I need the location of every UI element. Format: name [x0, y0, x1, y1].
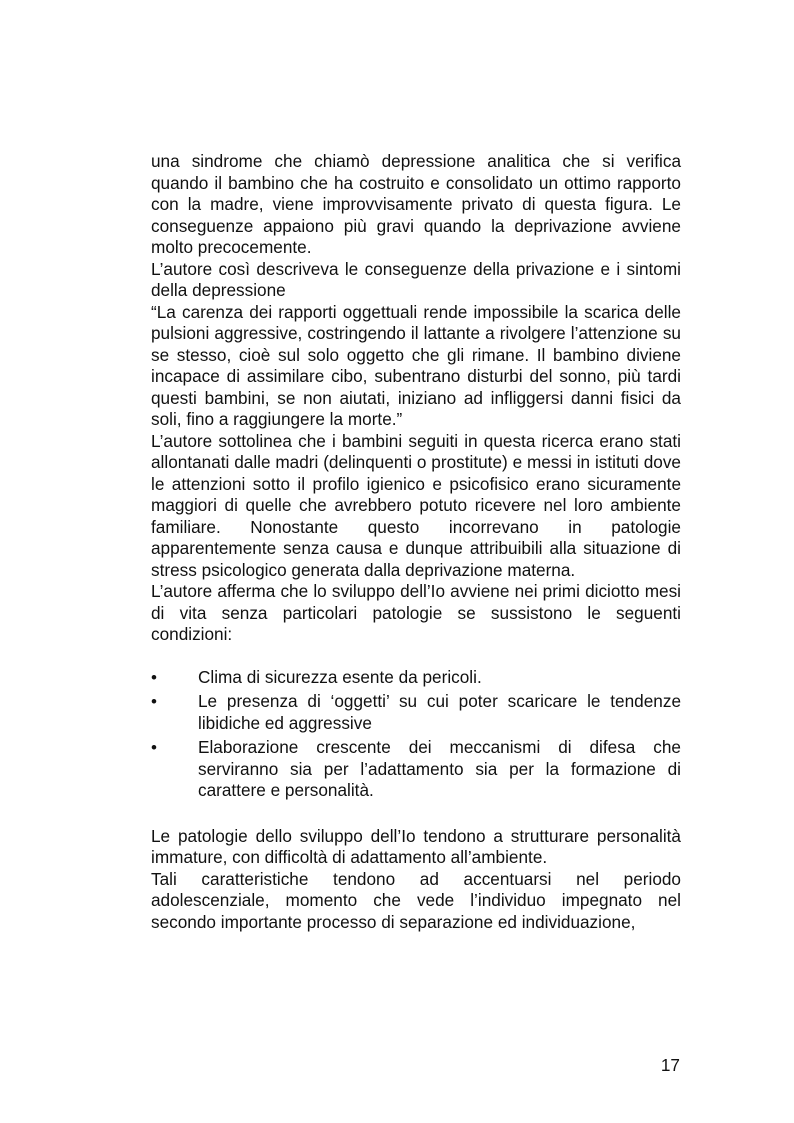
paragraph-autore-afferma: L’autore afferma che lo sviluppo dell’Io avviene nei primi diciotto mesi di vita senza particolari patologie se sussistono le seguenti condizioni: — [151, 581, 681, 644]
paragraph-depressione-analitica: una sindrome che chiamò depressione analitica che si verifica quando il bambino che ha costruito e consolidato un ottimo rapporto con la madre, viene improvvisamente privato di questa figura. Le conseguenze appaiono più gravi quando la deprivazione avviene molto precocemente. — [151, 151, 681, 257]
list-item-text: Clima di sicurezza esente da pericoli. — [198, 666, 482, 687]
spacer — [151, 646, 681, 667]
paragraph-autore-sottolinea: L’autore sottolinea che i bambini seguiti in questa ricerca erano stati allontanati dalle madri (delinquenti o prostitute) e messi in istituti dove le attenzioni sotto il profilo igienico e psicofisico erano sicuramente maggiori di quelle che avrebbero potuto ricevere nel loro ambiente familiare. Nonostante questo incorrevano in patologie apparentemente senza causa e dunque attribuibili alla situazione di stress psicologico generata dalla deprivazione materna. — [151, 430, 681, 580]
conditions-list — [151, 667, 681, 802]
page-number: 17 — [660, 1055, 680, 1075]
spacer — [151, 805, 681, 826]
paragraph-patologie: Le patologie dello sviluppo dell’Io tendono a strutturare personalità immature, con difficoltà di adattamento all’ambiente. — [151, 825, 681, 867]
bullet-icon: • — [151, 667, 157, 687]
list-item — [151, 737, 681, 802]
bullet-icon: • — [151, 692, 157, 711]
paragraph-autore-descriveva: L’autore così descriveva le conseguenze della privazione e i sintomi della depressione — [151, 258, 681, 300]
list-item — [151, 667, 681, 689]
paragraph-caratteristiche: Tali caratteristiche tendono ad accentuarsi nel periodo adolescenziale, momento che vede l’individuo impegnato nel secondo importante processo di separazione ed individuazione, — [151, 868, 681, 932]
body-text — [151, 151, 681, 933]
list-item-text: Elaborazione crescente dei meccanismi di difesa che serviranno sia per l’adattamento sia per la formazione di carattere e personalità. — [198, 737, 681, 800]
list-item-text: Le presenza di ‘oggetti’ su cui poter scaricare le tendenze libidiche ed aggressive — [198, 691, 681, 733]
list-item — [151, 691, 681, 734]
bullet-icon: • — [151, 738, 157, 757]
paragraph-quote: “La carenza dei rapporti oggettuali rende impossibile la scarica delle pulsioni aggressive, costringendo il lattante a rivolgere l’attenzione su se stesso, cioè sul solo oggetto che gli rimane. Il bambino diviene incapace di assimilare cibo, subentrano disturbi del sonno, più tardi questi bambini, se non aiutati, iniziano ad infliggersi danni fisici da soli, fino a raggiungere la morte.” — [151, 301, 681, 429]
